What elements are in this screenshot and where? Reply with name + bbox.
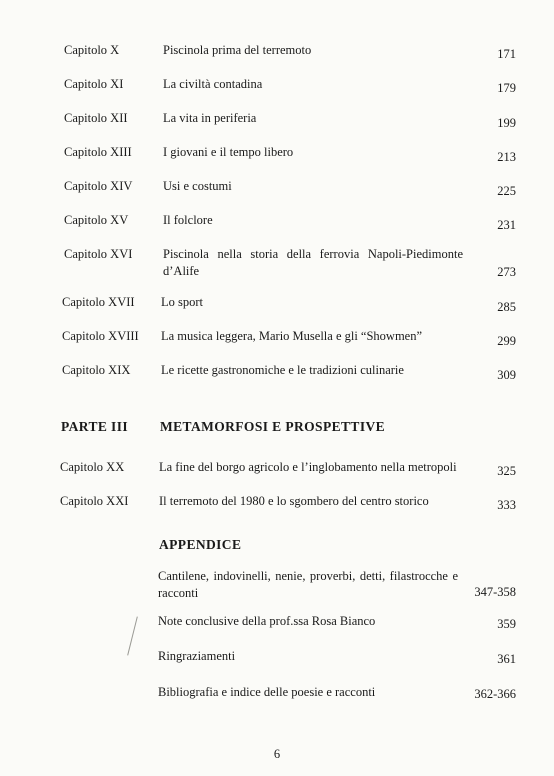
page-ref: 231 — [497, 218, 516, 232]
page-ref: 361 — [497, 652, 516, 666]
page-ref: 299 — [497, 334, 516, 348]
chapter-label: Capitolo XVI — [64, 247, 133, 261]
chapter-label: Capitolo XVII — [62, 295, 135, 309]
chapter-title: Il folclore — [163, 213, 213, 227]
chapter-title: La musica leggera, Mario Musella e gli “Showmen” — [161, 329, 423, 343]
page-ref: 199 — [497, 116, 516, 130]
chapter-title: La civiltà contadina — [163, 77, 263, 91]
chapter-title: Il terremoto del 1980 e lo sgombero del centro storico — [159, 494, 429, 508]
page-ref: 273 — [497, 265, 516, 279]
page-number: 6 — [273, 747, 281, 761]
chapter-label: Capitolo XIII — [64, 145, 132, 159]
chapter-title: Lo sport — [161, 295, 204, 309]
chapter-label: Capitolo X — [64, 43, 120, 57]
page-ref: 359 — [497, 617, 516, 631]
page-ref: 213 — [497, 150, 516, 164]
page-ref: 225 — [497, 184, 516, 198]
chapter-title: La fine del borgo agricolo e l’inglobamento nella metropoli — [159, 460, 457, 474]
appendix-title: APPENDICE — [159, 537, 242, 552]
chapter-title: La vita in periferia — [163, 111, 257, 125]
chapter-label: Capitolo XIX — [62, 363, 131, 377]
page-ref: 347-358 — [474, 585, 516, 599]
page-ref: 309 — [497, 368, 516, 382]
part-title: METAMORFOSI E PROSPETTIVE — [160, 419, 386, 434]
chapter-title: Usi e costumi — [163, 179, 232, 193]
page-ref: 285 — [497, 300, 516, 314]
page-ref: 362-366 — [474, 687, 516, 701]
chapter-title: Piscinola nella storia della ferrovia Napoli-Piedimonte d’Alife — [163, 247, 463, 278]
pen-stroke-mark — [127, 616, 138, 655]
appendix-entry-title: Ringraziamenti — [158, 649, 236, 663]
appendix-entry-title: Note conclusive della prof.ssa Rosa Bianco — [158, 614, 376, 628]
chapter-label: Capitolo XX — [60, 460, 125, 474]
chapter-label: Capitolo XVIII — [62, 329, 139, 343]
page-ref: 179 — [497, 81, 516, 95]
chapter-label: Capitolo XV — [64, 213, 129, 227]
chapter-label: Capitolo XIV — [64, 179, 133, 193]
page-ref: 325 — [497, 464, 516, 478]
chapter-label: Capitolo XII — [64, 111, 128, 125]
appendix-entry-title: Bibliografia e indice delle poesie e racconti — [158, 685, 376, 699]
chapter-title: Le ricette gastronomiche e le tradizioni culinarie — [161, 363, 404, 377]
chapter-label: Capitolo XI — [64, 77, 124, 91]
chapter-title: I giovani e il tempo libero — [163, 145, 294, 159]
chapter-label: Capitolo XXI — [60, 494, 129, 508]
page-ref: 333 — [497, 498, 516, 512]
part-label: PARTE III — [61, 419, 129, 434]
page-ref: 171 — [497, 47, 516, 61]
chapter-title: Piscinola prima del terremoto — [163, 43, 312, 57]
appendix-entry-title: Cantilene, indovinelli, nenie, proverbi, detti, filastrocche e racconti — [158, 569, 458, 600]
